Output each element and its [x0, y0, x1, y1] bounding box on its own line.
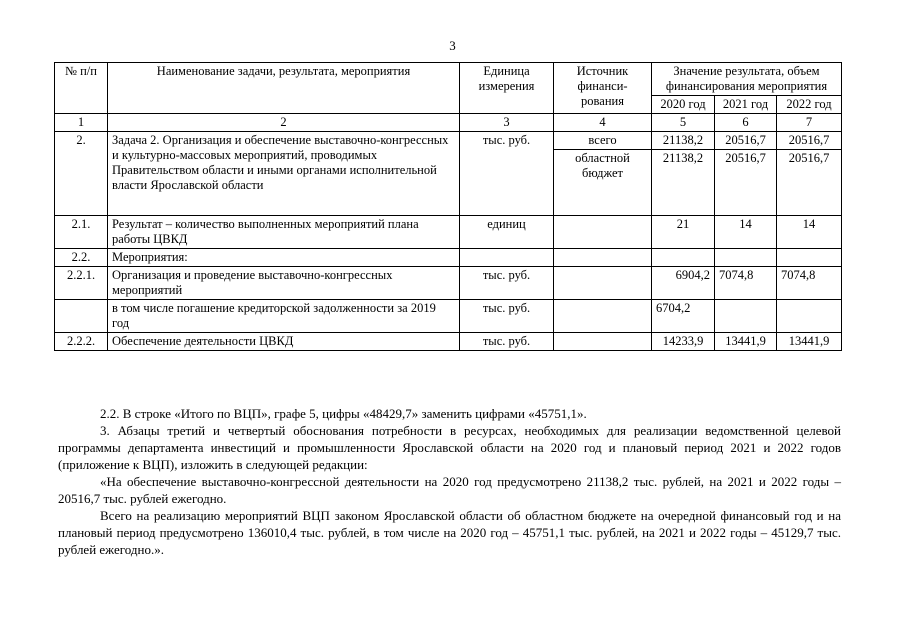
table-row: [55, 249, 842, 267]
row-value: 20516,7: [777, 150, 842, 216]
row-value: 14233,9: [652, 333, 715, 351]
row-unit: [460, 249, 554, 267]
row-value: 20516,7: [715, 132, 777, 150]
row-unit: единиц: [460, 216, 554, 249]
col-number: 5: [652, 114, 715, 132]
row-value: 20516,7: [715, 150, 777, 216]
row-num: [55, 300, 108, 333]
row-source: [554, 300, 652, 333]
col-number: 4: [554, 114, 652, 132]
row-unit: тыс. руб.: [460, 132, 554, 216]
row-value: 6704,2: [652, 300, 715, 333]
row-source: [554, 249, 652, 267]
row-unit: тыс. руб.: [460, 267, 554, 300]
row-num: 2.2.2.: [55, 333, 108, 351]
column-number-row: [55, 114, 842, 132]
row-num: 2.2.: [55, 249, 108, 267]
header-name: Наименование задачи, результата, мероприятия: [108, 63, 460, 114]
amendment-text: [58, 405, 841, 558]
row-value: [777, 249, 842, 267]
header-value: Значение результата, объем финансирования мероприятия: [652, 63, 842, 96]
row-num: 2.: [55, 132, 108, 216]
row-name: Результат – количество выполненных мероприятий плана работы ЦВКД: [108, 216, 460, 249]
col-number: 1: [55, 114, 108, 132]
table-row: [55, 333, 842, 351]
row-num: 2.2.1.: [55, 267, 108, 300]
row-source: [554, 333, 652, 351]
row-value: 14: [715, 216, 777, 249]
row-value: 7074,8: [715, 267, 777, 300]
row-value: [652, 249, 715, 267]
table-row: [55, 216, 842, 249]
row-source: [554, 267, 652, 300]
row-name: Мероприятия:: [108, 249, 460, 267]
col-number: 6: [715, 114, 777, 132]
row-value: 14: [777, 216, 842, 249]
row-value: 21: [652, 216, 715, 249]
row-value: [777, 300, 842, 333]
table-row: [55, 132, 842, 150]
row-value: [715, 249, 777, 267]
row-value: 13441,9: [715, 333, 777, 351]
col-number: 2: [108, 114, 460, 132]
header-unit: Единица измерения: [460, 63, 554, 114]
row-value: 21138,2: [652, 150, 715, 216]
header-2022: 2022 год: [777, 96, 842, 114]
row-name: в том числе погашение кредиторской задолженности за 2019 год: [108, 300, 460, 333]
row-value: 13441,9: [777, 333, 842, 351]
paragraph: Всего на реализацию мероприятий ВЦП законом Ярославской области об областном бюджете на очередной финансовый год и на плановый период предусмотрено 136010,4 тыс. рублей, в том числе на 2020 год – 45751,1 тыс. рублей, на 2021 и 2022 годы – 45129,7 тыс. рублей ежегодно.».: [58, 508, 841, 557]
program-table: [54, 62, 842, 351]
row-name: Задача 2. Организация и обеспечение выставочно-конгрессных и культурно-массовых мероприятий, проводимых Правительством области и иными органами исполнительной власти Ярославской области: [108, 132, 460, 216]
row-name: Обеспечение деятельности ЦВКД: [108, 333, 460, 351]
page-number: 3: [449, 38, 456, 53]
row-value: 21138,2: [652, 132, 715, 150]
header-2020: 2020 год: [652, 96, 715, 114]
row-value: [715, 300, 777, 333]
row-unit: тыс. руб.: [460, 300, 554, 333]
row-value: 20516,7: [777, 132, 842, 150]
paragraph: «На обеспечение выставочно-конгрессной деятельности на 2020 год предусмотрено 21138,2 тыс. рублей, на 2021 и 2022 годы – 20516,7 тыс. рублей ежегодно.: [58, 474, 841, 506]
row-source: [554, 216, 652, 249]
row-unit: тыс. руб.: [460, 333, 554, 351]
table-row: [55, 267, 842, 300]
col-number: 3: [460, 114, 554, 132]
row-value: 6904,2: [652, 267, 715, 300]
row-num: 2.1.: [55, 216, 108, 249]
row-source: всего: [554, 132, 652, 150]
row-name: Организация и проведение выставочно-конгрессных мероприятий: [108, 267, 460, 300]
header-source: Источник финанси-рования: [554, 63, 652, 114]
paragraph: 3. Абзацы третий и четвертый обоснования потребности в ресурсах, необходимых для реализации ведомственной целевой программы департамента инвестиций и промышленности Ярославской области на 2020 год и плановый период 2021 и 2022 годов (приложение к ВЦП), изложить в следующей редакции:: [58, 423, 841, 472]
col-number: 7: [777, 114, 842, 132]
header-2021: 2021 год: [715, 96, 777, 114]
paragraph: 2.2. В строке «Итого по ВЦП», графе 5, цифры «48429,7» заменить цифрами «45751,1».: [100, 406, 587, 421]
table-row: [55, 300, 842, 333]
header-row: [55, 63, 842, 96]
row-value: 7074,8: [777, 267, 842, 300]
header-num: № п/п: [55, 63, 108, 114]
row-source: областной бюджет: [554, 150, 652, 216]
